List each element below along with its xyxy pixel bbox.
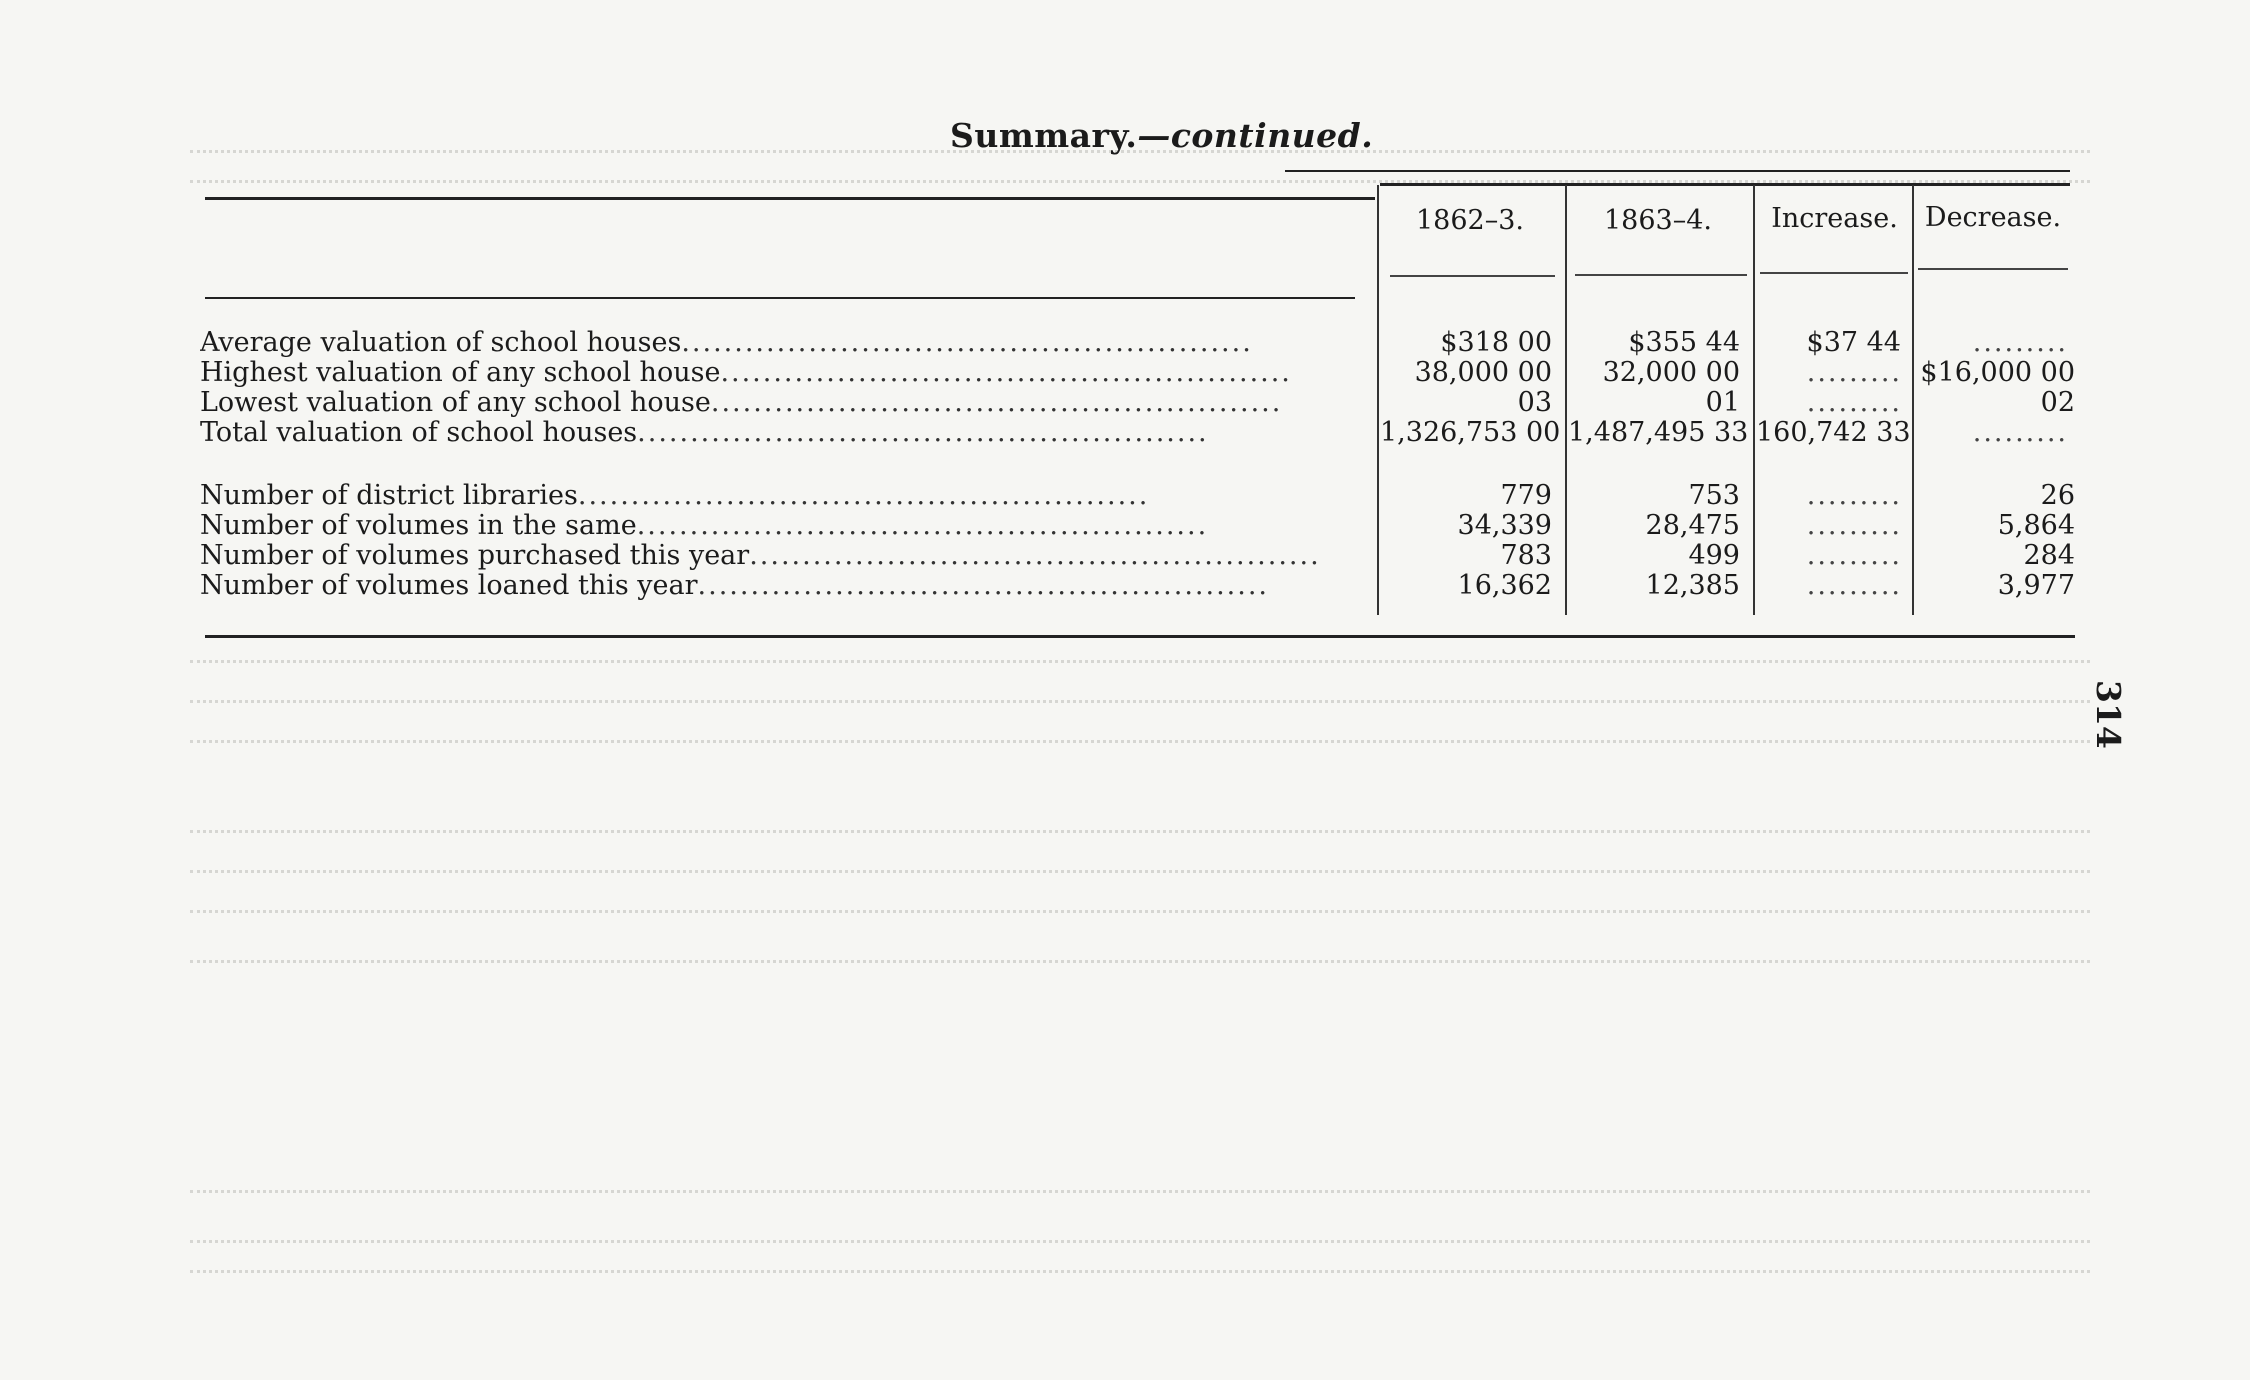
cell-1863-4: 12,385 — [1645, 570, 1740, 601]
cell-1863-4: 499 — [1688, 540, 1740, 571]
cell-increase-leaders: ......... — [1806, 480, 1902, 511]
cell-1862-3: 783 — [1500, 540, 1552, 571]
header-bottom-rule — [205, 297, 1355, 299]
row-label: Average valuation of school houses...................................................... — [200, 327, 1253, 358]
bleed-through — [190, 1270, 2090, 1277]
top-rule-left — [205, 197, 1375, 200]
cell-increase-leaders: ......... — [1806, 540, 1902, 571]
cell-increase-leaders: ......... — [1806, 510, 1902, 541]
cell-decrease-leaders: ......... — [1972, 417, 2068, 448]
bleed-through — [190, 660, 2090, 667]
cell-1862-3: 03 — [1517, 387, 1552, 418]
table-row — [0, 570, 2250, 600]
bleed-through — [190, 1190, 2090, 1197]
cell-decrease: $16,000 00 — [1920, 357, 2075, 388]
cell-decrease: 284 — [2023, 540, 2075, 571]
cell-1863-4: 32,000 00 — [1602, 357, 1740, 388]
row-label: Total valuation of school houses...................................................... — [200, 417, 1209, 448]
cell-decrease: 02 — [2040, 387, 2075, 418]
cell-1862-3: 779 — [1500, 480, 1552, 511]
cell-1863-4: 1,487,495 33 — [1568, 417, 1749, 448]
cell-1862-3: $318 00 — [1440, 327, 1552, 358]
row-label: Number of volumes in the same...................................................... — [200, 510, 1209, 541]
table-row — [0, 540, 2250, 570]
table-row — [0, 510, 2250, 540]
header-underline — [1390, 275, 1555, 277]
cell-increase-leaders: ......... — [1806, 387, 1902, 418]
cell-1863-4: $355 44 — [1628, 327, 1740, 358]
title-main: Summary. — [950, 116, 1138, 155]
cell-1863-4: 753 — [1688, 480, 1740, 511]
table-row — [0, 417, 2250, 447]
top-rule-columns — [1380, 183, 2070, 186]
bleed-through — [190, 830, 2090, 837]
row-label: Lowest valuation of any school house...................................................... — [200, 387, 1283, 418]
header-underline — [1918, 268, 2068, 270]
cell-increase-leaders: ......... — [1806, 570, 1902, 601]
column-header-increase: Increase. — [1771, 203, 1898, 234]
bleed-through — [190, 740, 2090, 747]
cell-1863-4: 28,475 — [1645, 510, 1740, 541]
cell-decrease: 26 — [2040, 480, 2075, 511]
cell-decrease-leaders: ......... — [1972, 327, 2068, 358]
cell-1863-4: 01 — [1705, 387, 1740, 418]
cell-decrease: 5,864 — [1997, 510, 2075, 541]
cell-decrease: 3,977 — [1997, 570, 2075, 601]
row-label: Number of district libraries...................................................... — [200, 480, 1150, 511]
row-label: Highest valuation of any school house...................................................... — [200, 357, 1292, 388]
page-number: 314 — [2089, 680, 2128, 749]
page-title — [950, 116, 1373, 155]
title-suffix: —continued. — [1137, 116, 1374, 155]
cell-1862-3: 34,339 — [1457, 510, 1552, 541]
row-label: Number of volumes purchased this year...................................................... — [200, 540, 1321, 571]
bleed-through — [190, 910, 2090, 917]
bleed-through — [190, 1240, 2090, 1247]
header-underline — [1575, 274, 1747, 276]
header-underline — [1760, 272, 1908, 274]
row-label: Number of volumes loaned this year...................................................... — [200, 570, 1269, 601]
bleed-through — [190, 870, 2090, 877]
cell-increase: $37 44 — [1806, 327, 1901, 358]
table-bottom-rule — [205, 635, 2075, 638]
column-header-1863-4: 1863–4. — [1604, 205, 1712, 236]
table-row — [0, 480, 2250, 510]
bleed-through — [190, 960, 2090, 967]
top-rule-right — [1285, 170, 2070, 172]
column-header-1862-3: 1862–3. — [1416, 205, 1524, 236]
table-row — [0, 327, 2250, 357]
table-row — [0, 357, 2250, 387]
cell-increase-leaders: ......... — [1806, 357, 1902, 388]
table-row — [0, 387, 2250, 417]
cell-increase: 160,742 33 — [1756, 417, 1911, 448]
cell-1862-3: 1,326,753 00 — [1380, 417, 1561, 448]
column-header-decrease: Decrease. — [1924, 202, 2062, 233]
cell-1862-3: 38,000 00 — [1414, 357, 1552, 388]
cell-1862-3: 16,362 — [1457, 570, 1552, 601]
bleed-through — [190, 700, 2090, 707]
